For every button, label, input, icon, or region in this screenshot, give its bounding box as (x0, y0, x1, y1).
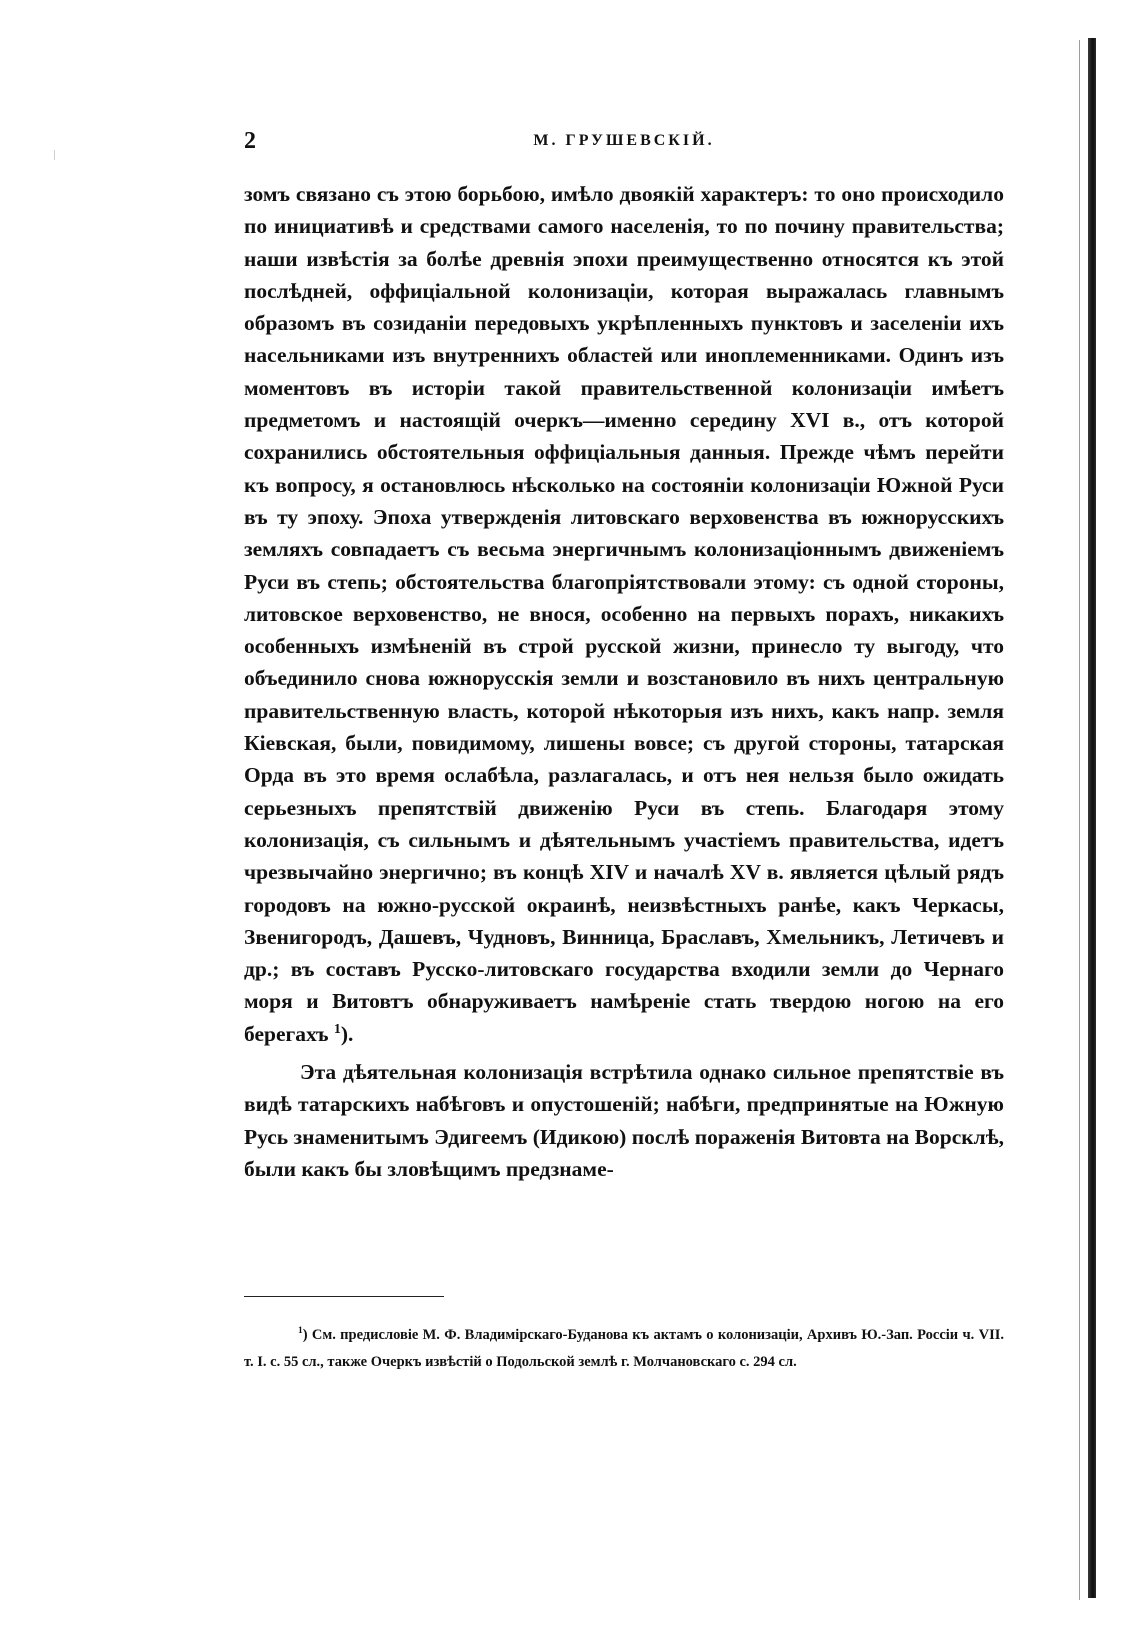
footnote-marker: 1 (298, 1326, 303, 1337)
footnotes (244, 1322, 1004, 1376)
footnote-1-text: ) См. предисловіе М. Ф. Владимірскаго-Буданова къ актамъ о колонизаціи, Архивъ Ю.-Зап. Россіи ч. VII. т. I. с. 55 сл., также Очеркъ извѣстій о Подольской землѣ г. Молчановскаго с. 294 сл. (244, 1327, 1004, 1370)
paragraph-1 (244, 178, 1004, 1050)
page-header (244, 128, 1004, 158)
running-head: М. ГРУШЕВСКІЙ. (533, 132, 715, 149)
footnote-1 (244, 1322, 1004, 1376)
footnote-divider (244, 1296, 444, 1297)
scan-edge-left (54, 150, 57, 160)
scan-edge-right-line (1079, 40, 1080, 1600)
body-text (244, 178, 1004, 1185)
paragraph-1-end: ). (340, 1021, 354, 1046)
paragraph-1-text: зомъ связано съ этою борьбою, имѣло двоякій характеръ: то оно происходило по инициативѣ и средствами самого населенія, то по почину правительства; наши извѣстія за болѣе древнія эпохи преимущественно относятся къ этой послѣдней, оффиціальной колонизаціи, которая выражалась главнымъ образомъ въ созиданіи передовыхъ укрѣпленныхъ пунктовъ и заселеніи ихъ насельниками изъ внутреннихъ областей или иноплеменниками. Одинъ изъ моментовъ въ исторіи такой правительственной колонизаціи имѣетъ предметомъ и настоящій очеркъ—именно середину XVI в., отъ которой сохранились обстоятельныя оффиціальныя данныя. Прежде чѣмъ перейти къ вопросу, я остановлюсь нѣсколько на состояніи колонизаціи Южной Руси въ ту эпоху. Эпоха утвержденія литовскаго верховенства въ южнорусскихъ земляхъ совпадаетъ съ весьма энергичнымъ колонизаціоннымъ движеніемъ Руси въ степь; обстоятельства благопріятствовали этому: съ одной стороны, литовское верховенство, не внося, особенно на первыхъ порахъ, никакихъ особенныхъ измѣненій въ строй русской жизни, принесло ту выгоду, что объединило снова южнорусскія земли и возстановило въ нихъ центральную правительственную власть, которой нѣкоторыя изъ нихъ, какъ напр. земля Кіевская, были, повидимому, лишены вовсе; съ другой стороны, татарская Орда въ это время ослабѣла, разлагалась, и отъ нея нельзя было ожидать серьезныхъ препятствій движенію Руси въ степь. Благодаря этому колонизація, съ сильнымъ и дѣятельнымъ участіемъ правительства, идетъ чрезвычайно энергично; въ концѣ XIV и началѣ XV в. является цѣлый рядъ городовъ на южно-русской окраинѣ, неизвѣстныхъ ранѣе, какъ Черкасы, Звенигородъ, Дашевъ, Чудновъ, Винница, Браславъ, Хмельникъ, Летичевъ и др.; въ составъ Русско-литовскаго государства входили земли до Чернаго моря и Витовтъ обнаруживаетъ намѣреніе стать твердою ногою на его берегахъ (244, 182, 1004, 1046)
footnote-reference: 1 (333, 1021, 341, 1037)
scan-edge-right (1088, 38, 1096, 1598)
paragraph-2: Эта дѣятельная колонизація встрѣтила однако сильное препятствіе въ видѣ татарскихъ набѣговъ и опустошеній; набѣги, предпринятые на Южную Русь знаменитымъ Эдигеемъ (Идикою) послѣ пораженія Витовта на Ворсклѣ, были какъ бы зловѣщимъ предзнаме- (244, 1060, 1004, 1181)
page-number: 2 (244, 128, 256, 154)
